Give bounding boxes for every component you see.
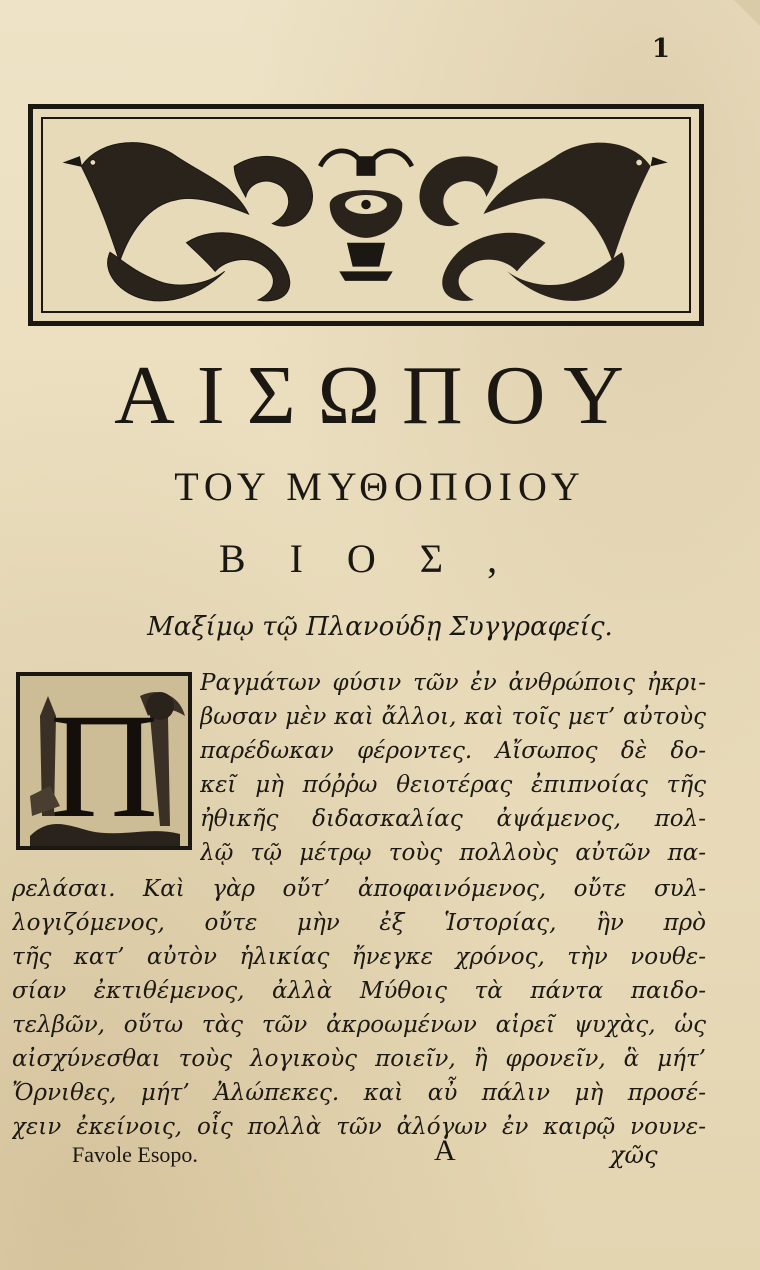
- title-subtitle: ΤΟΥ ΜΥΘΟΠΟΙΟΥ: [174, 464, 586, 509]
- title-bios: ΒΙΟΣ,: [218, 536, 542, 581]
- catchword: χῶς: [610, 1141, 658, 1169]
- text-line: αἰσχύνεσθαι τοὺς λογικοὺς ποιεῖν, ἢ φρονεῖν, ἃ μήτ’: [12, 1046, 706, 1072]
- text-line: Ραγμάτων φύσιν τῶν ἐν ἀνθρώποις ἠκρι-: [200, 670, 706, 696]
- ornamental-headpiece: [28, 104, 704, 326]
- folded-corner: [734, 0, 760, 26]
- decorated-initial-pi-icon: [20, 676, 188, 846]
- signature-mark: A: [434, 1134, 456, 1167]
- title-main: ΑΙΣΩΠΟΥ: [114, 349, 646, 442]
- text-line: τῆς κατ’ αὐτὸν ἡλικίας ἤνεγκε χρόνος, τὴν νουθε-: [12, 944, 706, 970]
- text-line: λογιζόμενος, οὔτε μὴν ἐξ Ἱστορίας, ἣν πρὸ: [12, 910, 706, 936]
- headpiece-ornament-icon: [33, 109, 699, 321]
- svg-text:Π: Π: [49, 683, 159, 846]
- text-line: Ὄρνιθες, μήτ’ Ἀλώπεκες. καὶ αὖ πάλιν μὴ προσέ-: [12, 1080, 706, 1106]
- text-line: βωσαν μὲν καὶ ἄλλοι, καὶ τοῖς μετ’ αὐτοὺς: [200, 704, 706, 730]
- attribution-line: Μαξίμῳ τῷ Πλανούδῃ Συγγραφείς.: [147, 612, 613, 642]
- text-line: τελβῶν, οὕτω τὰς τῶν ἀκροωμένων αἱρεῖ ψυχὰς, ὡς: [12, 1012, 706, 1038]
- page-number: 1: [651, 34, 670, 64]
- text-line: παρέδωκαν φέροντες. Αἴσωπος δὲ δο-: [200, 738, 706, 764]
- decorated-initial: [16, 672, 192, 850]
- text-line: κεῖ μὴ πόῤῥω θειοτέρας ἐπιπνοίας τῆς: [200, 772, 706, 798]
- text-line: λῷ τῷ μέτρῳ τοὺς πολλοὺς αὐτῶν πα-: [200, 840, 706, 866]
- text-line: σίαν ἐκτιθέμενος, ἀλλὰ Μύθοις τὰ πάντα παιδο-: [12, 978, 706, 1004]
- text-line: ρελάσαι. Καὶ γὰρ οὔτ’ ἀποφαινόμενος, οὔτε συλ-: [12, 876, 706, 902]
- running-footer-title: Favole Esopo.: [72, 1142, 198, 1167]
- text-line: χειν ἐκείνοις, οἷς πολλὰ τῶν ἀλόγων ἐν καιρῷ νουνε-: [12, 1114, 706, 1140]
- text-line: ἠθικῆς διδασκαλίας ἀψάμενος, πολ-: [200, 806, 706, 832]
